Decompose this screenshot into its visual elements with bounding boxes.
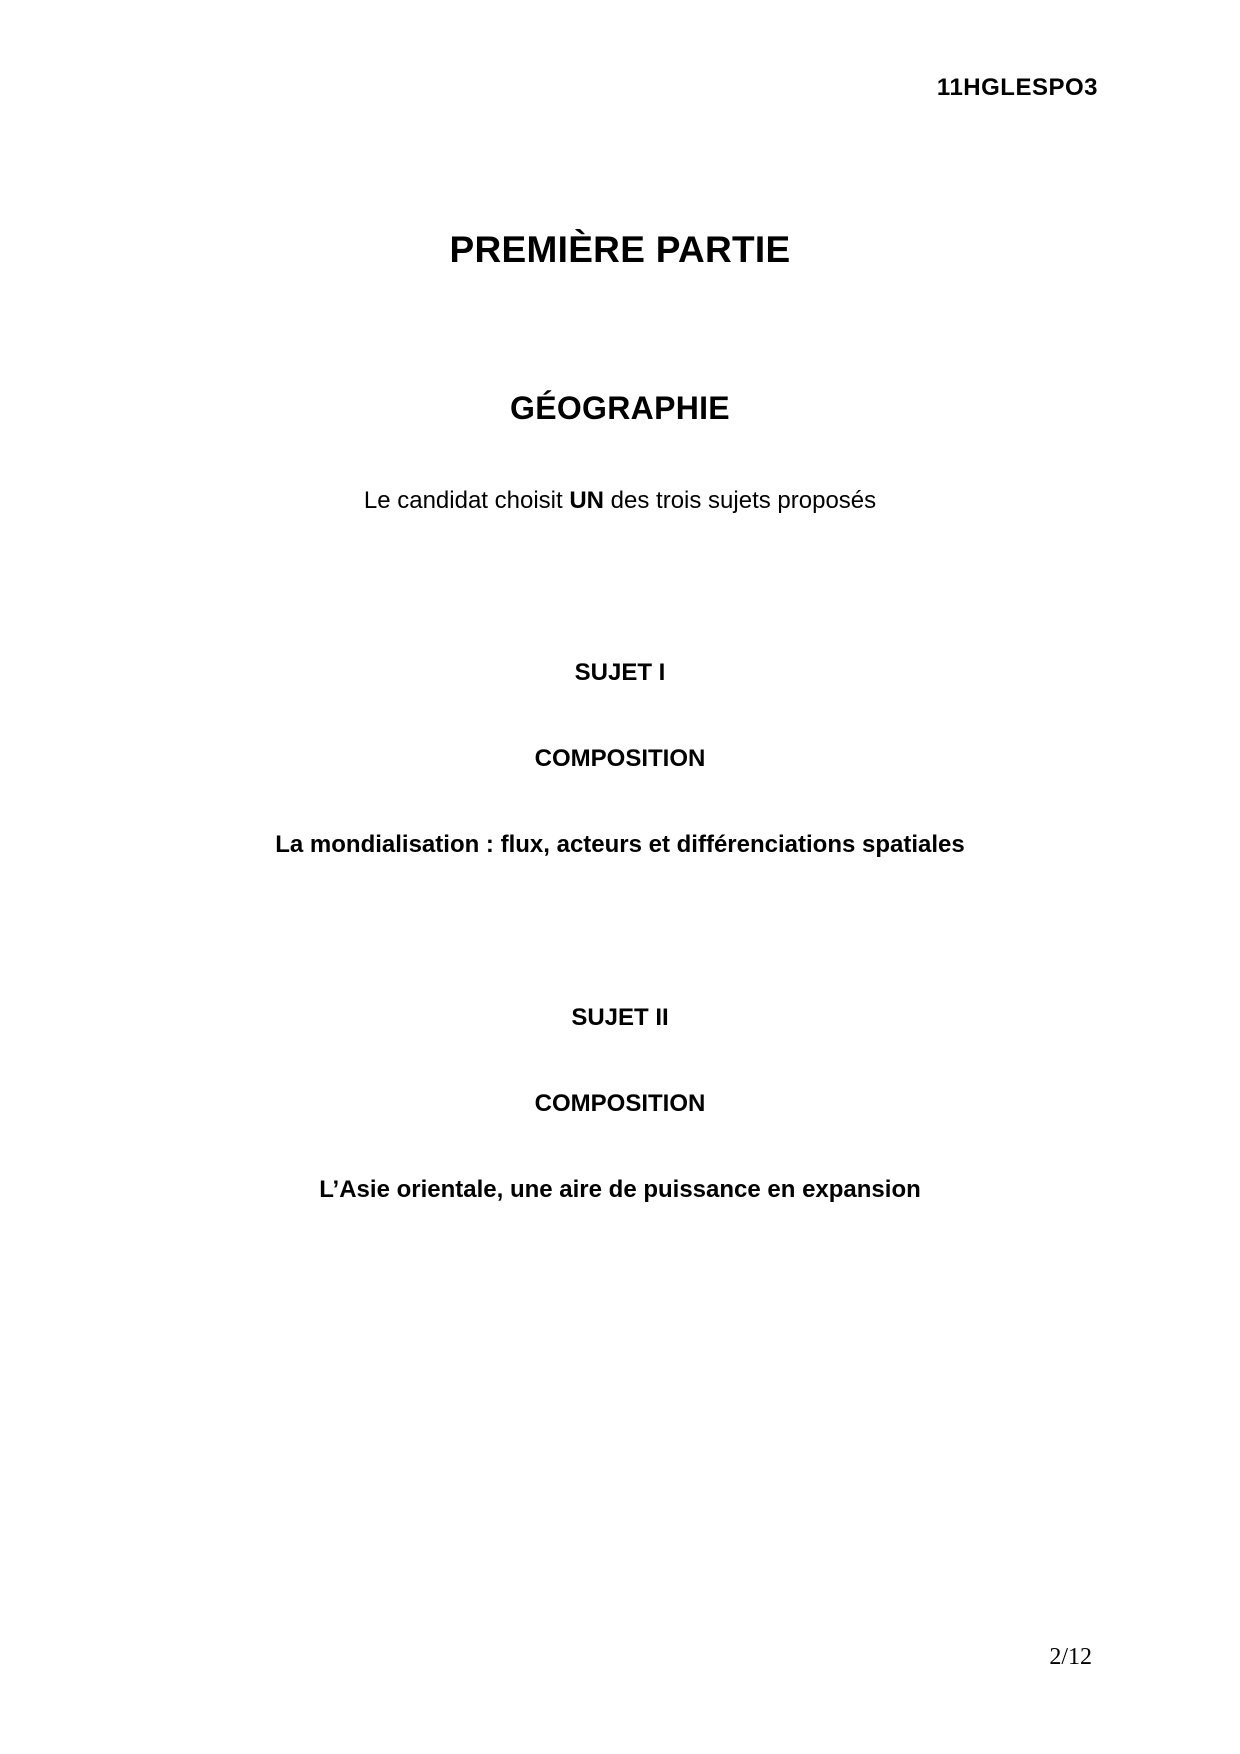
instructions (0, 487, 1240, 515)
instructions-text-after: des trois sujets proposés (604, 487, 877, 514)
subject-1-type: COMPOSITION (534, 745, 706, 772)
subject-1-label: SUJET I (574, 659, 666, 686)
page-number: 2/12 (1049, 1644, 1092, 1670)
subject-1-title: La mondialisation : flux, acteurs et différenciations spatiales (275, 831, 965, 858)
section-title: GÉOGRAPHIE (510, 390, 730, 426)
part-title: PREMIÈRE PARTIE (449, 229, 791, 270)
instructions-text-before: Le candidat choisit (363, 487, 570, 514)
subject-2-type: COMPOSITION (534, 1090, 706, 1117)
subject-2-label: SUJET II (571, 1004, 669, 1031)
subject-2-title: L’Asie orientale, une aire de puissance en expansion (319, 1176, 921, 1203)
reference-code: 11HGLESPO3 (936, 74, 1098, 101)
instructions-emphasis: UN (569, 487, 604, 514)
